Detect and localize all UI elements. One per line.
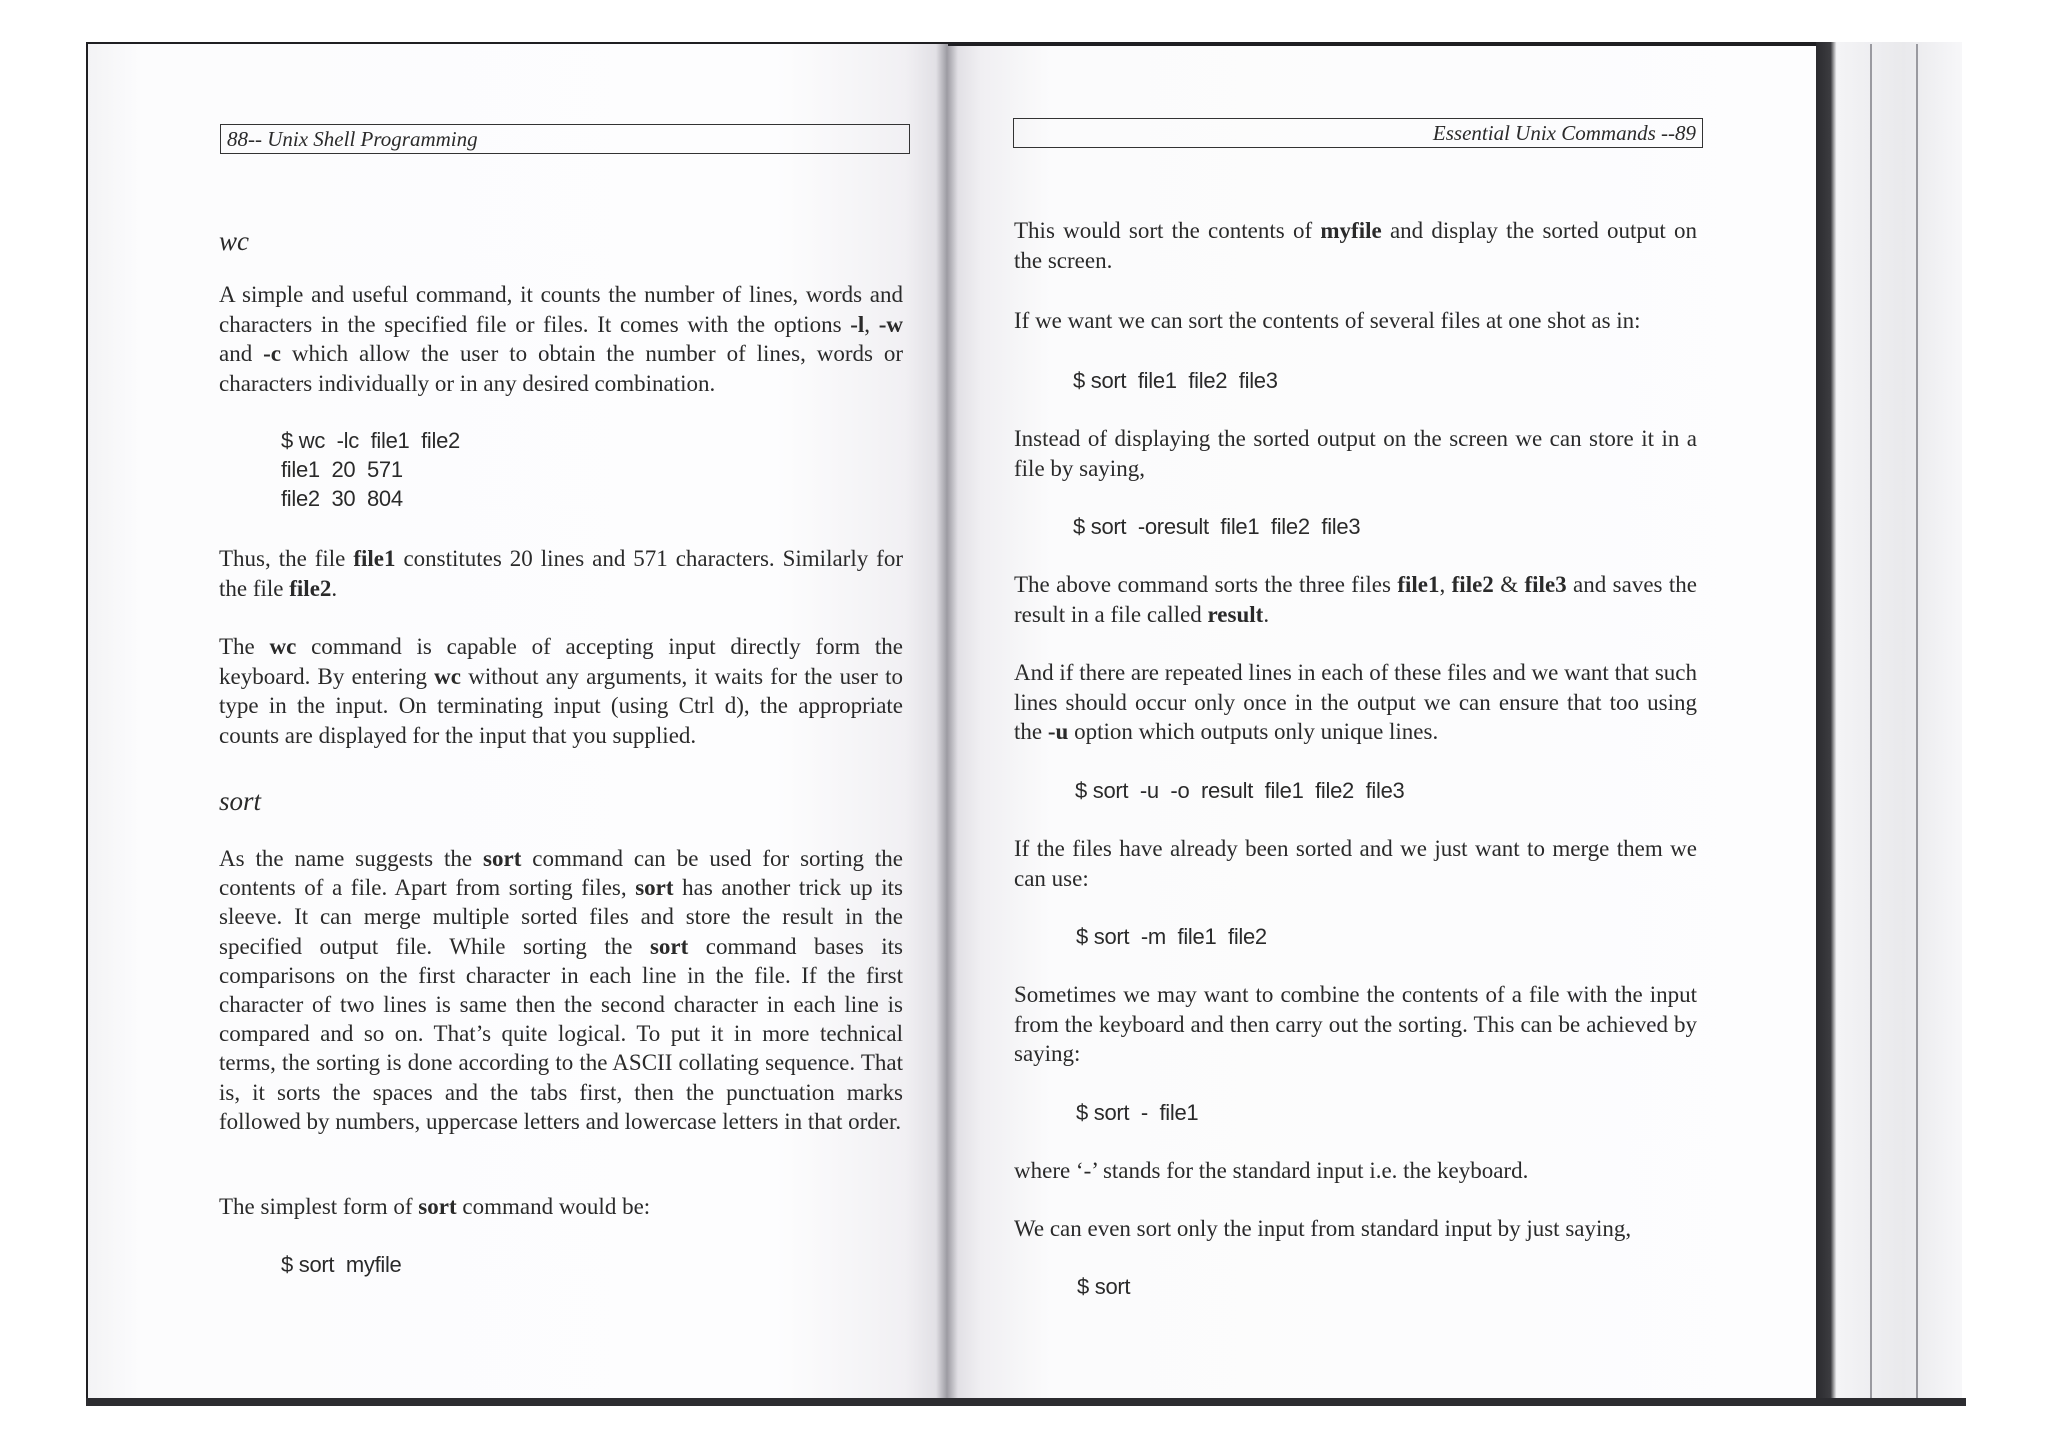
running-header-right <box>1013 118 1703 148</box>
bold-term: -u <box>1047 719 1069 744</box>
code-sort-several-files: $ sort file1 file2 file3 <box>1073 368 1278 393</box>
bold-term: file2 <box>1451 572 1494 597</box>
text-run: Thus, the file <box>219 546 354 571</box>
bold-term: sort <box>649 933 689 959</box>
right-paragraph-1 <box>1014 216 1697 275</box>
text-run: As the name suggests the <box>219 846 484 871</box>
text-run: The <box>219 634 270 659</box>
sort-code-line: $ sort myfile <box>281 1252 402 1277</box>
text-run: command would be: <box>456 1194 651 1219</box>
code-sort-merge: $ sort -m file1 file2 <box>1076 924 1267 949</box>
book-gutter <box>936 44 958 1404</box>
bold-term: wc <box>269 634 297 659</box>
text-run: and <box>219 341 264 366</box>
bold-term: -c <box>263 341 281 366</box>
text-run: Sometimes we may want to combine the contents of a file with the input from the keyboard and then carry out the sorting. This can be achieved by saying: <box>1014 982 1697 1066</box>
bold-term: file1 <box>1397 572 1440 597</box>
wc-code-block <box>281 426 460 513</box>
code-sort-stdin-file: $ sort - file1 <box>1076 1100 1199 1125</box>
bold-term: result <box>1207 601 1264 627</box>
code-sort-unique: $ sort -u -o result file1 file2 file3 <box>1075 778 1405 803</box>
bold-term: sort <box>635 875 674 901</box>
right-paragraph-4 <box>1014 570 1697 629</box>
wc-paragraph-3 <box>219 632 903 750</box>
section-heading-wc: wc <box>219 226 249 256</box>
text-run: option which outputs only unique lines. <box>1068 719 1439 744</box>
wc-paragraph-2 <box>219 544 903 603</box>
text-run: , <box>1439 572 1452 597</box>
text-run: , <box>864 311 879 337</box>
text-run: where ‘-’ stands for the standard input i.e. the keyboard. <box>1014 1158 1529 1183</box>
code-line: file1 20 571 <box>281 457 403 482</box>
bold-term: myfile <box>1320 218 1382 243</box>
text-run: and display the sorted output on the screen. <box>1014 218 1697 273</box>
bold-term: -l <box>850 311 865 337</box>
page-edge-line <box>1870 44 1872 1404</box>
bold-term: sort <box>418 1194 457 1219</box>
page-stack-edge <box>1816 42 1962 1404</box>
right-paragraph-8 <box>1014 1156 1697 1186</box>
running-header-right-text: Essential Unix Commands --89 <box>1432 121 1696 145</box>
text-run: . <box>331 575 338 601</box>
text-run: command can be used for sorting the contents of a file. Apart from sorting files, <box>219 846 903 901</box>
bold-term: file2 <box>289 575 332 601</box>
text-run: command is capable of accepting input directly form the keyboard. By entering <box>219 634 903 689</box>
text-run: & <box>1493 572 1525 597</box>
text-run: . <box>1263 601 1270 627</box>
text-run: without any arguments, it waits for the user to type in the input. On terminating input (using Ctrl d), the appropriate counts are displayed for the input that you supplied. <box>219 663 903 748</box>
code-sort-output-file: $ sort -oresult file1 file2 file3 <box>1073 514 1361 539</box>
right-paragraph-5 <box>1014 658 1697 747</box>
text-run: and saves the result in a file called <box>1014 572 1697 627</box>
text-run: This would sort the contents of <box>1014 218 1321 243</box>
text-run: The above command sorts the three files <box>1014 572 1398 597</box>
text-run: And if there are repeated lines in each of these files and we want that such lines should occur only once in the output we can ensure that too using the <box>1014 660 1697 744</box>
right-paragraph-3 <box>1014 424 1697 483</box>
text-run: A simple and useful command, it counts the number of lines, words and characters in the specified file or files. It comes with the options <box>219 282 903 337</box>
bold-term: sort <box>483 846 522 871</box>
text-run: The simplest form of <box>219 1194 419 1219</box>
bold-term: file3 <box>1524 572 1567 597</box>
text-run: constitutes 20 lines and 571 characters. Similarly for the file <box>219 546 903 601</box>
text-run: Instead of displaying the sorted output on the screen we can store it in a file by saying, <box>1014 426 1697 481</box>
bold-term: file1 <box>353 546 396 571</box>
bold-term: wc <box>434 663 461 689</box>
section-heading-sort: sort <box>219 786 262 816</box>
text-run: If the files have already been sorted and we just want to merge them we can use: <box>1014 836 1697 891</box>
sort-paragraph-2 <box>219 1192 903 1222</box>
right-paragraph-6 <box>1014 834 1697 893</box>
sort-paragraph-1 <box>219 844 903 1136</box>
text-run: We can even sort only the input from standard input by just saying, <box>1014 1216 1632 1241</box>
text-run: has another trick up its sleeve. It can merge multiple sorted files and store the result in the specified output file. While sorting the <box>219 875 903 959</box>
right-paragraph-9 <box>1014 1214 1697 1244</box>
code-sort-stdin: $ sort <box>1077 1274 1131 1299</box>
text-run: which allow the user to obtain the number of lines, words or characters individually or in any desired combination. <box>219 341 904 396</box>
bold-term: -w <box>878 311 904 337</box>
right-paragraph-2 <box>1014 306 1697 336</box>
text-run: command bases its comparisons on the first character in each line in the file. If the first character of two lines is same then the second character in each line is compared and so on. That’s quite logical. To put it in more technical terms, the sorting is done according to the ASCII collating sequence. That is, it sorts the spaces and the tabs first, then the punctuation marks followed by numbers, uppercase letters and lowercase letters in that order. <box>219 933 903 1134</box>
page-edge-line <box>1916 44 1918 1404</box>
running-header-left <box>220 124 910 154</box>
running-header-left-text: 88-- Unix Shell Programming <box>227 127 478 151</box>
text-run: If we want we can sort the contents of several files at one shot as in: <box>1014 308 1641 333</box>
wc-paragraph-1 <box>219 280 903 398</box>
right-paragraph-7 <box>1014 980 1697 1069</box>
code-line: file2 30 804 <box>281 486 403 511</box>
code-line: $ wc -lc file1 file2 <box>281 428 460 453</box>
book-bottom-edge <box>86 1398 1966 1406</box>
